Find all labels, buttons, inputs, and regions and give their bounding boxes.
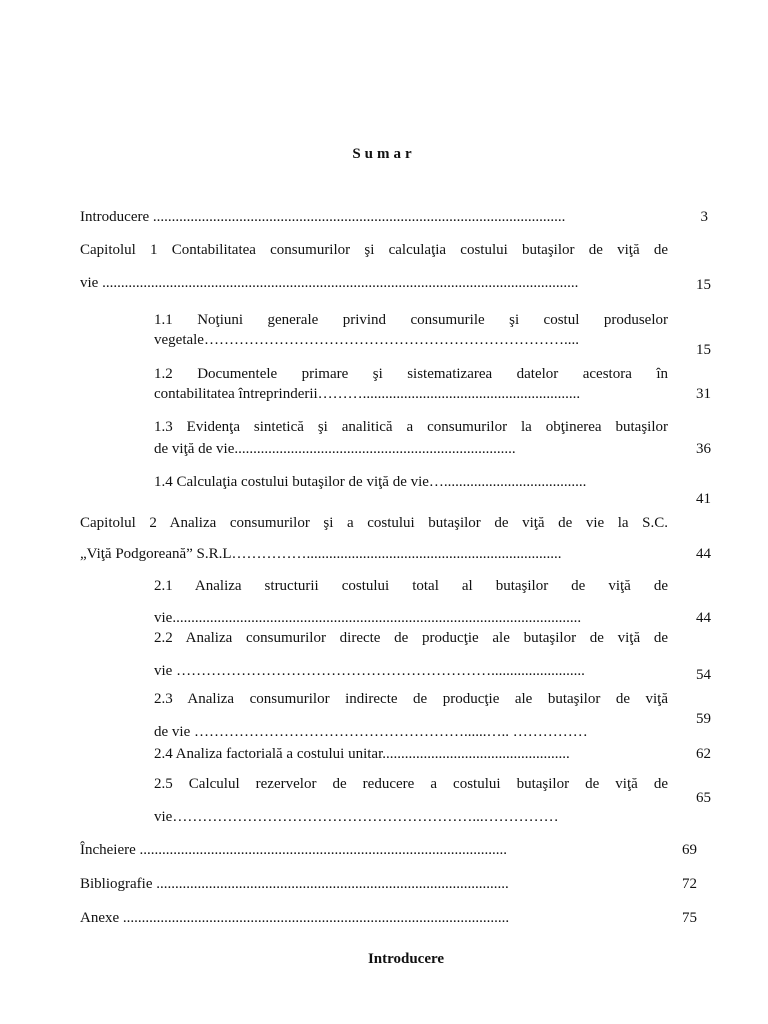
toc-entry-2-2-line1: 2.2 Analiza consumurilor directe de producţie ale butaşilor de viţă de — [154, 630, 668, 646]
toc-entry-2-5-line1: 2.5 Calculul rezervelor de reducere a costului butaşilor de viţă de — [154, 776, 668, 792]
toc-entry-2-4: 2.4 Analiza factorială a costului unitar.................................................. — [154, 746, 570, 762]
toc-page-bibliografie: 72 — [682, 876, 697, 892]
toc-entry-2-3-line2: de vie ………………………………………………......….. …………… — [154, 724, 588, 740]
toc-page-incheiere: 69 — [682, 842, 697, 858]
toc-entry-2-1-line2: vie............................................................................................................. — [154, 610, 582, 626]
toc-entry-1-1-line2: vegetale……………………………………………………………….... — [154, 332, 579, 348]
toc-page-2-3: 59 — [696, 711, 711, 727]
toc-entry-cap2-line2: „Viţă Podgoreană” S.R.L…………….................................................................... — [80, 546, 562, 562]
toc-entry-1-1-line1: 1.1 Noţiuni generale privind consumurile şi costul produselor — [154, 312, 668, 328]
toc-entry-anexe: Anexe ....................................................................................................... — [80, 910, 510, 926]
toc-entry-introducere: Introducere .............................................................................................................. — [80, 209, 566, 225]
toc-page-1-3: 36 — [696, 441, 711, 457]
toc-entry-1-3-line1: 1.3 Evidenţa sintetică şi analitică a consumurilor la obţinerea butaşilor — [154, 419, 668, 435]
toc-entry-1-2-line2: contabilitatea întreprinderii……….......................................................... — [154, 386, 581, 402]
toc-entry-1-2-line1: 1.2 Documentele primare şi sistematizarea datelor acestora în — [154, 366, 668, 382]
toc-page-introducere: 3 — [700, 209, 708, 225]
toc-entry-bibliografie: Bibliografie .............................................................................................. — [80, 876, 509, 892]
toc-page-cap2: 44 — [696, 546, 711, 562]
section-heading-introducere: Introducere — [367, 951, 445, 967]
toc-entry-2-3-line1: 2.3 Analiza consumurilor indirecte de producţie ale butaşilor de viţă — [154, 691, 668, 707]
toc-page-2-1: 44 — [696, 610, 711, 626]
toc-entry-cap1-line2: vie ............................................................................................................................... — [80, 275, 579, 291]
toc-entry-incheiere: Încheiere .................................................................................................. — [80, 842, 508, 858]
toc-page-1-1: 15 — [696, 342, 711, 358]
toc-entry-cap2-line1: Capitolul 2 Analiza consumurilor şi a costului butaşilor de viţă de vie la S.C. — [80, 515, 668, 531]
toc-page-2-2: 54 — [696, 667, 711, 683]
toc-entry-2-2-line2: vie ………………………………………………………......................... — [154, 663, 585, 679]
toc-page-2-4: 62 — [696, 746, 711, 762]
toc-page-cap1: 15 — [696, 277, 711, 293]
toc-page-anexe: 75 — [682, 910, 697, 926]
page-title: Sumar — [352, 146, 416, 162]
toc-page-1-4: 41 — [696, 491, 711, 507]
toc-page-1-2: 31 — [696, 386, 711, 402]
toc-entry-2-1-line1: 2.1 Analiza structurii costului total al butaşilor de viţă de — [154, 578, 668, 594]
toc-entry-2-5-line2: vie……………………………………………………...…………… — [154, 809, 559, 825]
toc-entry-1-4: 1.4 Calculaţia costului butaşilor de viţă de vie…...................................... — [154, 474, 587, 490]
toc-entry-1-3-line2: de viţă de vie........................................................................... — [154, 441, 516, 457]
toc-entry-cap1-line1: Capitolul 1 Contabilitatea consumurilor şi calculaţia costului butaşilor de viţă de — [80, 242, 668, 258]
toc-page-2-5: 65 — [696, 790, 711, 806]
